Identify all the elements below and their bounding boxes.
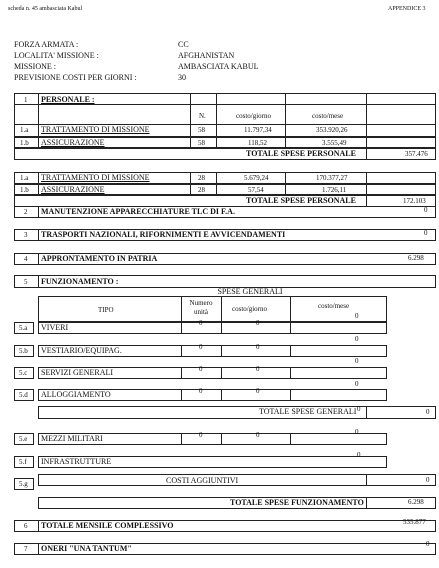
row-label: COSTI AGGIUNTIVI [166, 476, 239, 485]
row-day: 0 [256, 431, 260, 439]
section-title: ONERI "UNA TANTUM" [41, 544, 132, 553]
row-n: 28 [198, 186, 205, 194]
section-title: APPRONTAMENTO IN PATRIA [41, 254, 158, 263]
divider [181, 389, 182, 401]
divider [285, 93, 286, 137]
divider [366, 172, 367, 195]
divider [216, 137, 217, 148]
section-number: 7 [24, 545, 28, 553]
divider [366, 497, 367, 509]
divider [38, 543, 39, 555]
row-label: VIVERI [41, 323, 69, 332]
divider [38, 229, 39, 241]
total-label: TOTALE SPESE GENERALI [259, 407, 357, 416]
info-label: PREVISIONE COSTI PER GIORNI : [14, 73, 137, 82]
divider [38, 206, 39, 218]
subsection-title: SPESE GENERALI [217, 287, 283, 296]
row-n: 58 [198, 126, 205, 134]
divider [181, 367, 182, 379]
row-code: 5.a [19, 324, 28, 332]
row-day: 5.679,24 [244, 174, 269, 182]
info-label: MISSIONE : [14, 62, 57, 71]
row-code: 5.g [19, 480, 28, 488]
row-day: 0 [256, 343, 260, 351]
divider [290, 389, 291, 401]
row-day: 0 [256, 365, 260, 373]
total-value: 0 [426, 408, 430, 416]
row-n: 0 [199, 343, 203, 351]
row-month: 1.726,11 [322, 186, 347, 194]
info-label: LOCALITA' MISSIONE : [14, 51, 99, 60]
divider [190, 93, 191, 137]
total-label: TOTALE SPESE PERSONALE [246, 196, 356, 205]
row-month: 0 [355, 312, 359, 320]
divider [190, 137, 191, 148]
divider [181, 433, 182, 445]
row-n: 0 [199, 431, 203, 439]
divider [221, 433, 222, 445]
divider [221, 296, 222, 322]
info-label: FORZA ARMATA : [14, 40, 79, 49]
row-label: SERVIZI GENERALI [41, 368, 114, 377]
divider [366, 474, 367, 486]
row-label: ALLOGGIAMENTO [41, 390, 111, 399]
row-n: 28 [198, 174, 205, 182]
row-month: 0 [355, 357, 359, 365]
col-header-num: Numero unità [189, 299, 213, 316]
row-month: 0 [355, 428, 359, 436]
total-inner-value: 0 [357, 405, 361, 413]
info-value: AFGHANISTAN [178, 51, 235, 60]
divider [181, 345, 182, 357]
row-label: TRATTAMENTO DI MISSIONE [41, 125, 150, 134]
divider [14, 104, 436, 105]
col-header-cost-month: costo/mese [312, 112, 344, 120]
row-label: ASSICURAZIONE [41, 185, 105, 194]
section-title: FUNZIONAMENTO : [41, 277, 119, 286]
divider [38, 253, 39, 265]
row-code: 1.a [20, 126, 29, 134]
divider [366, 93, 367, 137]
col-header-n: N. [199, 112, 206, 120]
row-code: 1.a [20, 174, 29, 182]
info-value: AMBASCIATA KABUL [178, 62, 259, 71]
divider [38, 137, 39, 148]
section-number: 3 [24, 231, 28, 239]
divider [38, 172, 39, 195]
personale-total-row [14, 148, 436, 160]
info-value: CC [178, 40, 189, 49]
section-title: TRASPORTI NAZIONALI, RIFORNIMENTI E AVVICENDAMENTI [41, 230, 286, 239]
divider [221, 345, 222, 357]
section-value: 0 [426, 540, 430, 548]
section-title: MANUTENZIONE APPARECCHIATURE TLC DI F.A. [41, 207, 235, 216]
row-day: 0 [256, 387, 260, 395]
divider [290, 296, 291, 322]
sg-total-row [38, 406, 436, 419]
row-month: 0 [357, 451, 361, 459]
section-value: 535.877 [403, 518, 426, 526]
divider [366, 148, 367, 160]
info-value: 30 [178, 73, 186, 82]
divider [221, 389, 222, 401]
divider [181, 322, 182, 334]
row-label: TRATTAMENTO DI MISSIONE [41, 173, 150, 182]
row-month: 170.377,27 [316, 174, 348, 182]
row-n: 0 [199, 387, 203, 395]
row-month: 0 [355, 380, 359, 388]
divider [181, 296, 182, 322]
divider [216, 93, 217, 137]
divider [216, 172, 217, 195]
divider [290, 322, 291, 334]
row-day: 11.797,34 [244, 126, 272, 134]
row-day: 57,54 [248, 186, 264, 194]
divider [38, 93, 39, 137]
col-header-cost-month: costo/mese [318, 302, 350, 310]
document-ref: scheda n. 45 ambasciata Kabul [8, 6, 83, 12]
row-month: 0 [355, 335, 359, 343]
divider [190, 172, 191, 195]
section-title: TOTALE MENSILE COMPLESSIVO [41, 521, 174, 530]
row-month: 353.920,26 [316, 126, 348, 134]
total-value: 172.103 [403, 197, 426, 205]
section-value: 0 [424, 206, 428, 214]
divider [366, 137, 367, 148]
divider [285, 172, 286, 195]
section-number: 2 [24, 208, 28, 216]
section-number: 4 [24, 255, 28, 263]
row-code: 5.b [19, 347, 28, 355]
row-label: VESTIARIO/EQUIPAG. [41, 346, 122, 355]
divider [290, 367, 291, 379]
divider [221, 322, 222, 334]
row-frame [38, 322, 387, 334]
section-value: 0 [424, 229, 428, 237]
col-header-cost-day: costo/giorno [232, 305, 267, 313]
row-label: ASSICURAZIONE [41, 138, 105, 147]
divider [285, 137, 286, 148]
row-label: INFRASTRUTTURE [41, 457, 112, 466]
row-code: 1.b [20, 186, 29, 194]
row-day: 118,52 [248, 139, 267, 147]
row-value: 0 [426, 476, 430, 484]
row-n: 58 [198, 139, 205, 147]
section-value: 6.298 [408, 254, 424, 262]
divider [38, 520, 39, 532]
divider [366, 406, 367, 419]
total-value: 357.476 [405, 150, 428, 158]
total-label: TOTALE SPESE FUNZIONAMENTO [230, 498, 364, 507]
row-code: 5.e [19, 435, 28, 443]
total-label: TOTALE SPESE PERSONALE [246, 149, 356, 158]
row-code: 1.b [20, 139, 29, 147]
divider [290, 345, 291, 357]
total-value: 6.298 [408, 498, 424, 506]
row-n: 0 [199, 365, 203, 373]
row-day: 0 [256, 319, 260, 327]
row-code: 5.d [19, 391, 28, 399]
row-code: 5.c [19, 369, 28, 377]
row-code: 5.f [19, 458, 27, 466]
row-month: 3.555,49 [322, 139, 347, 147]
col-header-tipo: TIPO [98, 306, 114, 314]
row-n: 0 [199, 319, 203, 327]
section-title: PERSONALE : [41, 95, 95, 104]
section-number: 1 [24, 96, 28, 104]
divider [38, 275, 39, 288]
section-number: 5 [24, 278, 28, 286]
col-header-cost-day: costo/giorno [236, 112, 271, 120]
divider [221, 367, 222, 379]
section-number: 6 [24, 522, 28, 530]
divider [290, 433, 291, 445]
row-label: MEZZI MILITARI [41, 434, 103, 443]
appendix-label: APPENDICE 3 [388, 6, 426, 12]
